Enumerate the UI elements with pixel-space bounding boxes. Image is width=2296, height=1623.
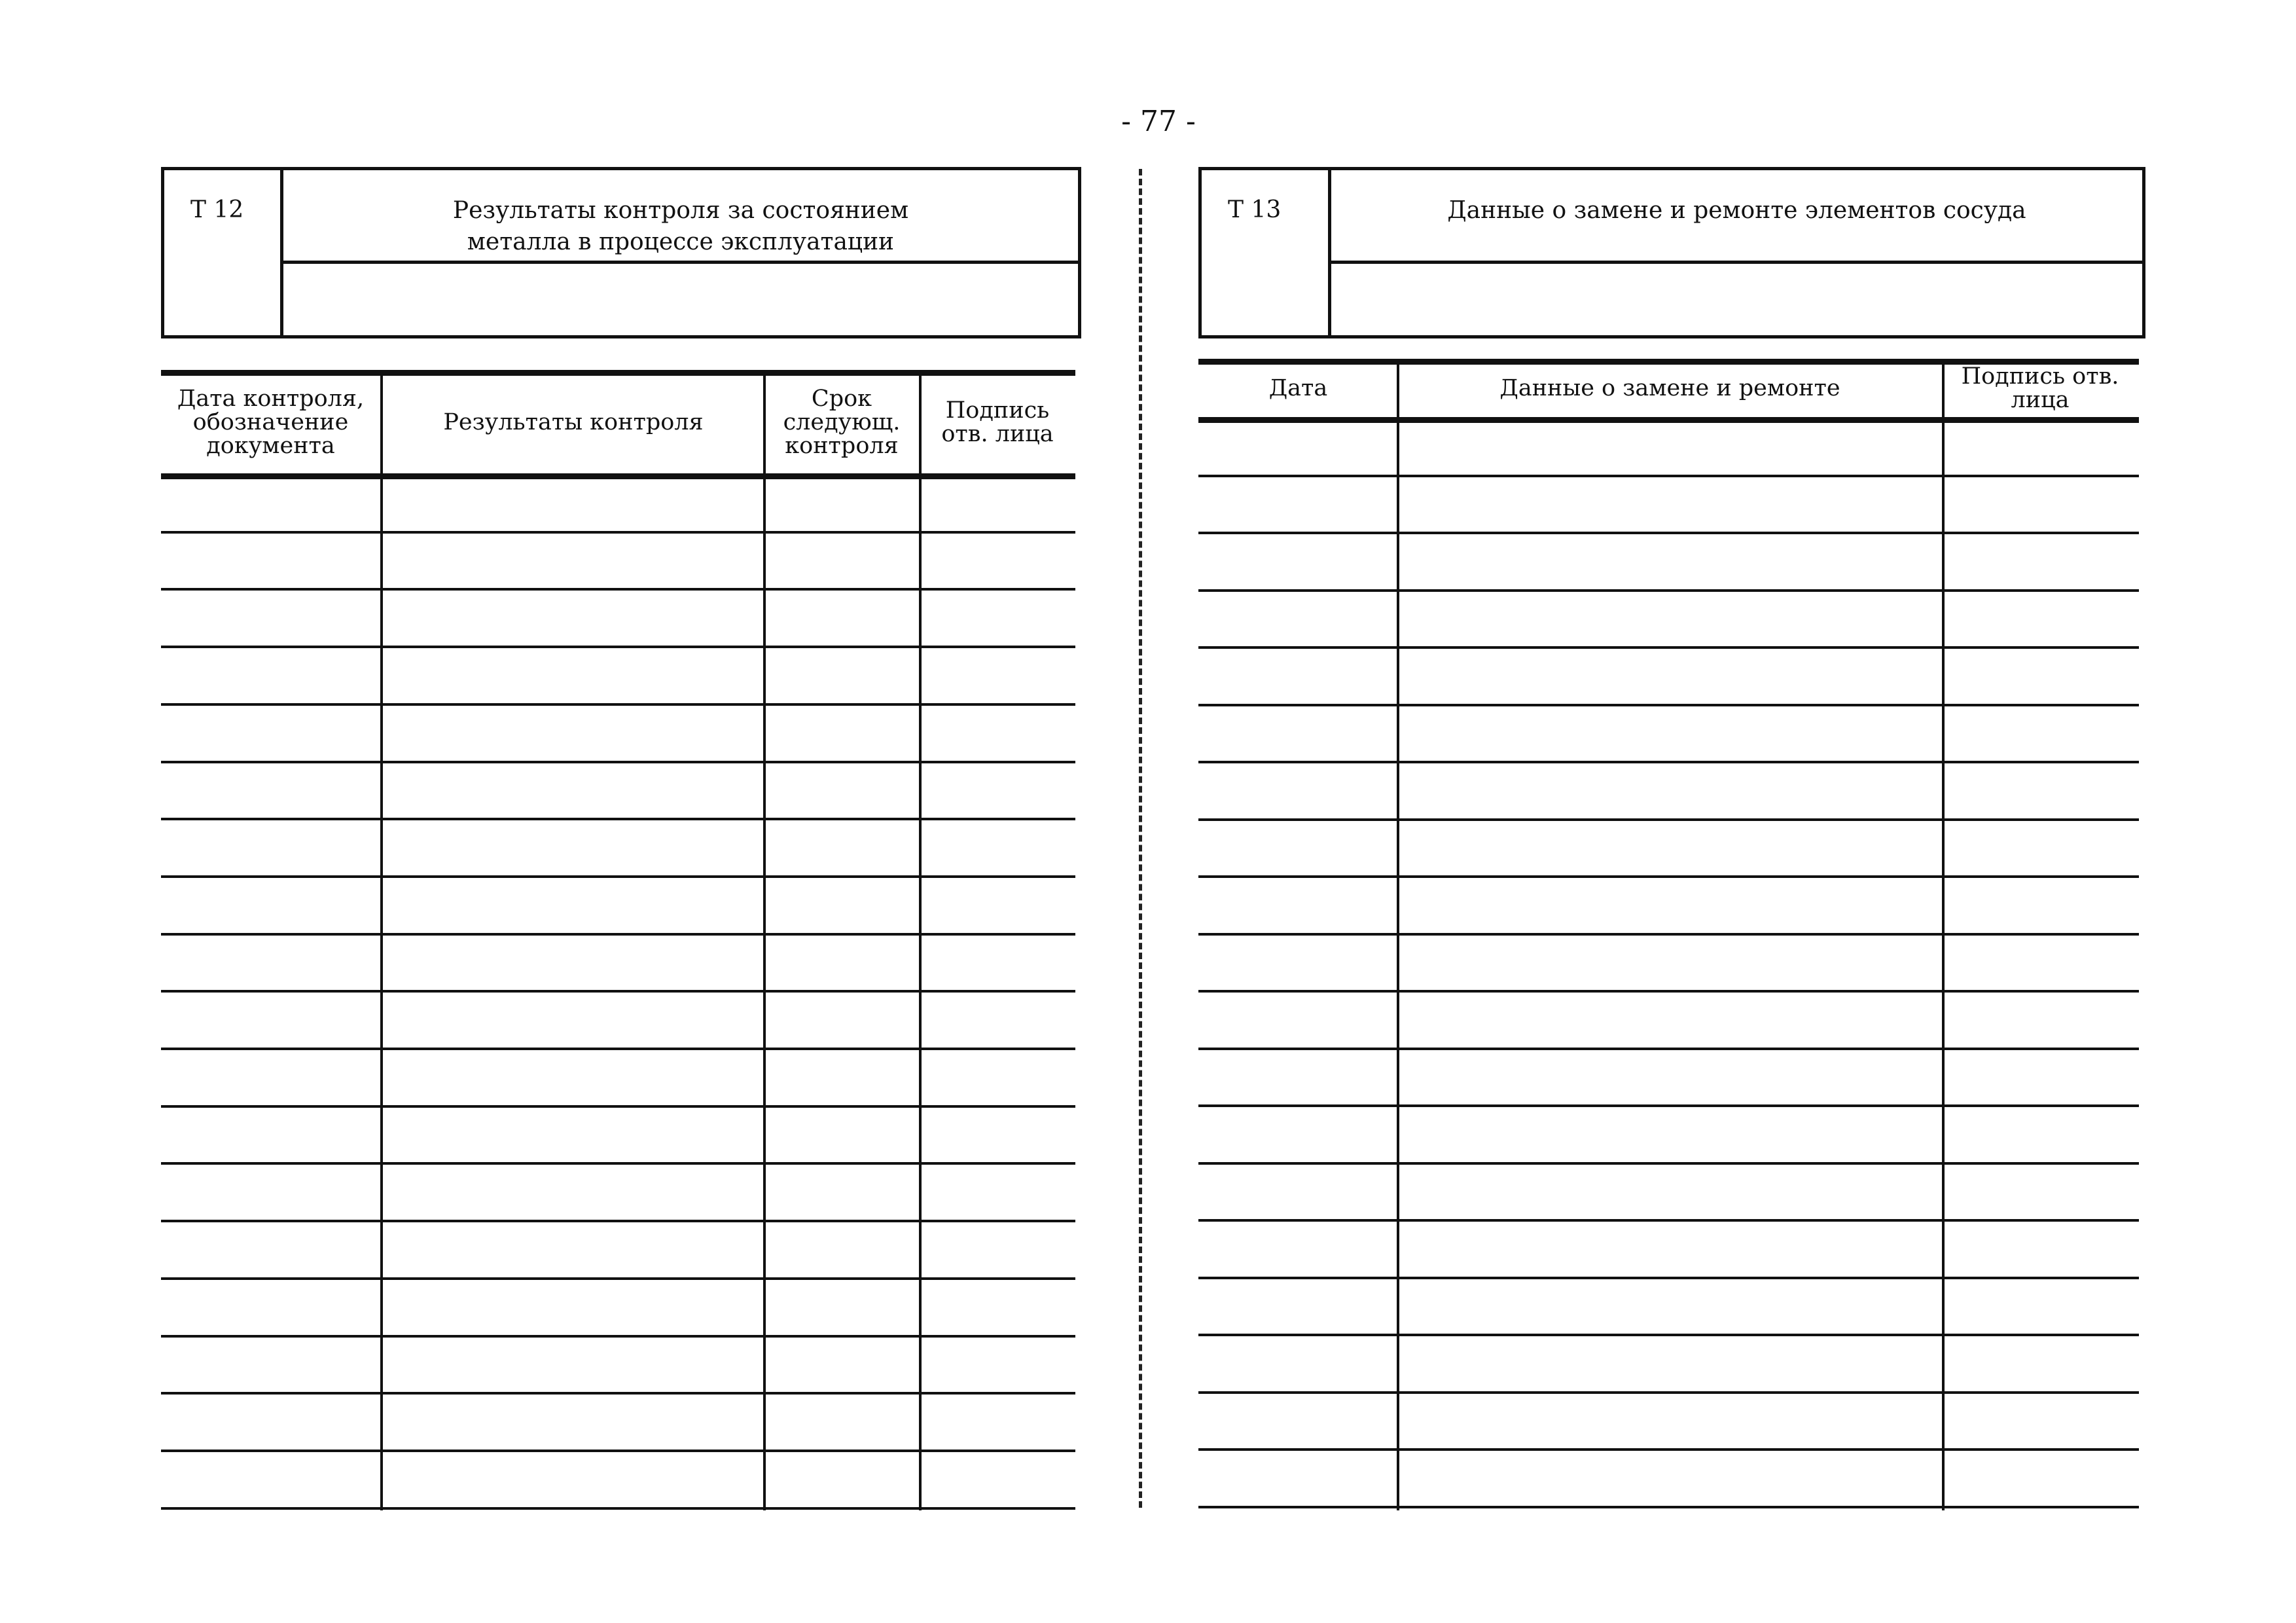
table-row-rule: [1198, 1277, 2139, 1279]
left-form-table: [161, 370, 1075, 1510]
column-header-date: Дата: [1268, 375, 1328, 401]
table-row-rule: [1198, 1104, 2139, 1107]
column-header-next-control-date: Срок следующ. контроля: [783, 386, 901, 459]
table-top-rule: [161, 370, 1075, 376]
table-row-rule: [161, 1162, 1075, 1165]
table-row-rule: [1198, 1506, 2139, 1508]
table-row-rule: [161, 933, 1075, 936]
left-form-header: [161, 167, 1081, 338]
column-header-replacement-repair-data: Данные о замене и ремонте: [1499, 375, 1840, 401]
column-divider: [763, 370, 766, 1510]
right-form-title: Данные о замене и ремонте элементов сосуда: [1331, 170, 2142, 264]
column-divider: [919, 370, 922, 1510]
table-row-rule: [1198, 1048, 2139, 1050]
table-header-rule: [161, 473, 1075, 479]
column-header-control-results: Результаты контроля: [443, 409, 704, 435]
right-form-header: [1198, 167, 2145, 338]
table-row-rule: [1198, 1219, 2139, 1222]
table-row-rule: [1198, 589, 2139, 592]
table-row-rule: [1198, 1448, 2139, 1451]
table-row-rule: [1198, 818, 2139, 821]
table-row-rule: [1198, 646, 2139, 649]
table-row-rule: [161, 646, 1075, 648]
left-form-code: Т 12: [164, 170, 283, 335]
table-row-rule: [161, 761, 1075, 763]
table-row-rule: [1198, 990, 2139, 993]
table-row-rule: [161, 875, 1075, 878]
column-divider: [380, 370, 383, 1510]
table-row-rule: [1198, 933, 2139, 936]
table-row-rule: [1198, 532, 2139, 534]
table-row-rule: [161, 1048, 1075, 1050]
table-header-rule: [1198, 417, 2139, 423]
table-row-rule: [1198, 704, 2139, 706]
table-row-rule: [161, 1105, 1075, 1108]
column-header-signature: Подпись отв. лица: [1961, 363, 2119, 413]
table-row-rule: [1198, 761, 2139, 763]
right-form-code: Т 13: [1202, 170, 1331, 335]
table-row-rule: [1198, 1334, 2139, 1336]
table-row-rule: [161, 1220, 1075, 1222]
page-number: - 77 -: [1121, 105, 1196, 138]
table-row-rule: [161, 588, 1075, 591]
table-row-rule: [161, 1507, 1075, 1510]
table-row-rule: [161, 990, 1075, 993]
right-form-table: [1198, 359, 2139, 1510]
table-row-rule: [1198, 1391, 2139, 1394]
column-header-signature: Подпись отв. лица: [941, 397, 1054, 447]
table-row-rule: [1198, 475, 2139, 477]
column-header-date-document: Дата контроля, обозначение документа: [177, 386, 365, 459]
table-row-rule: [1198, 875, 2139, 878]
table-row-rule: [161, 703, 1075, 706]
cut-line-divider: [1139, 169, 1142, 1508]
table-row-rule: [161, 1335, 1075, 1338]
table-row-rule: [161, 1450, 1075, 1452]
left-form-title: Результаты контроля за состоянием металла в процессе эксплуатации: [283, 170, 1078, 264]
table-row-rule: [161, 531, 1075, 534]
table-row-rule: [161, 818, 1075, 820]
table-row-rule: [161, 1392, 1075, 1395]
table-row-rule: [1198, 1162, 2139, 1165]
table-row-rule: [161, 1277, 1075, 1280]
